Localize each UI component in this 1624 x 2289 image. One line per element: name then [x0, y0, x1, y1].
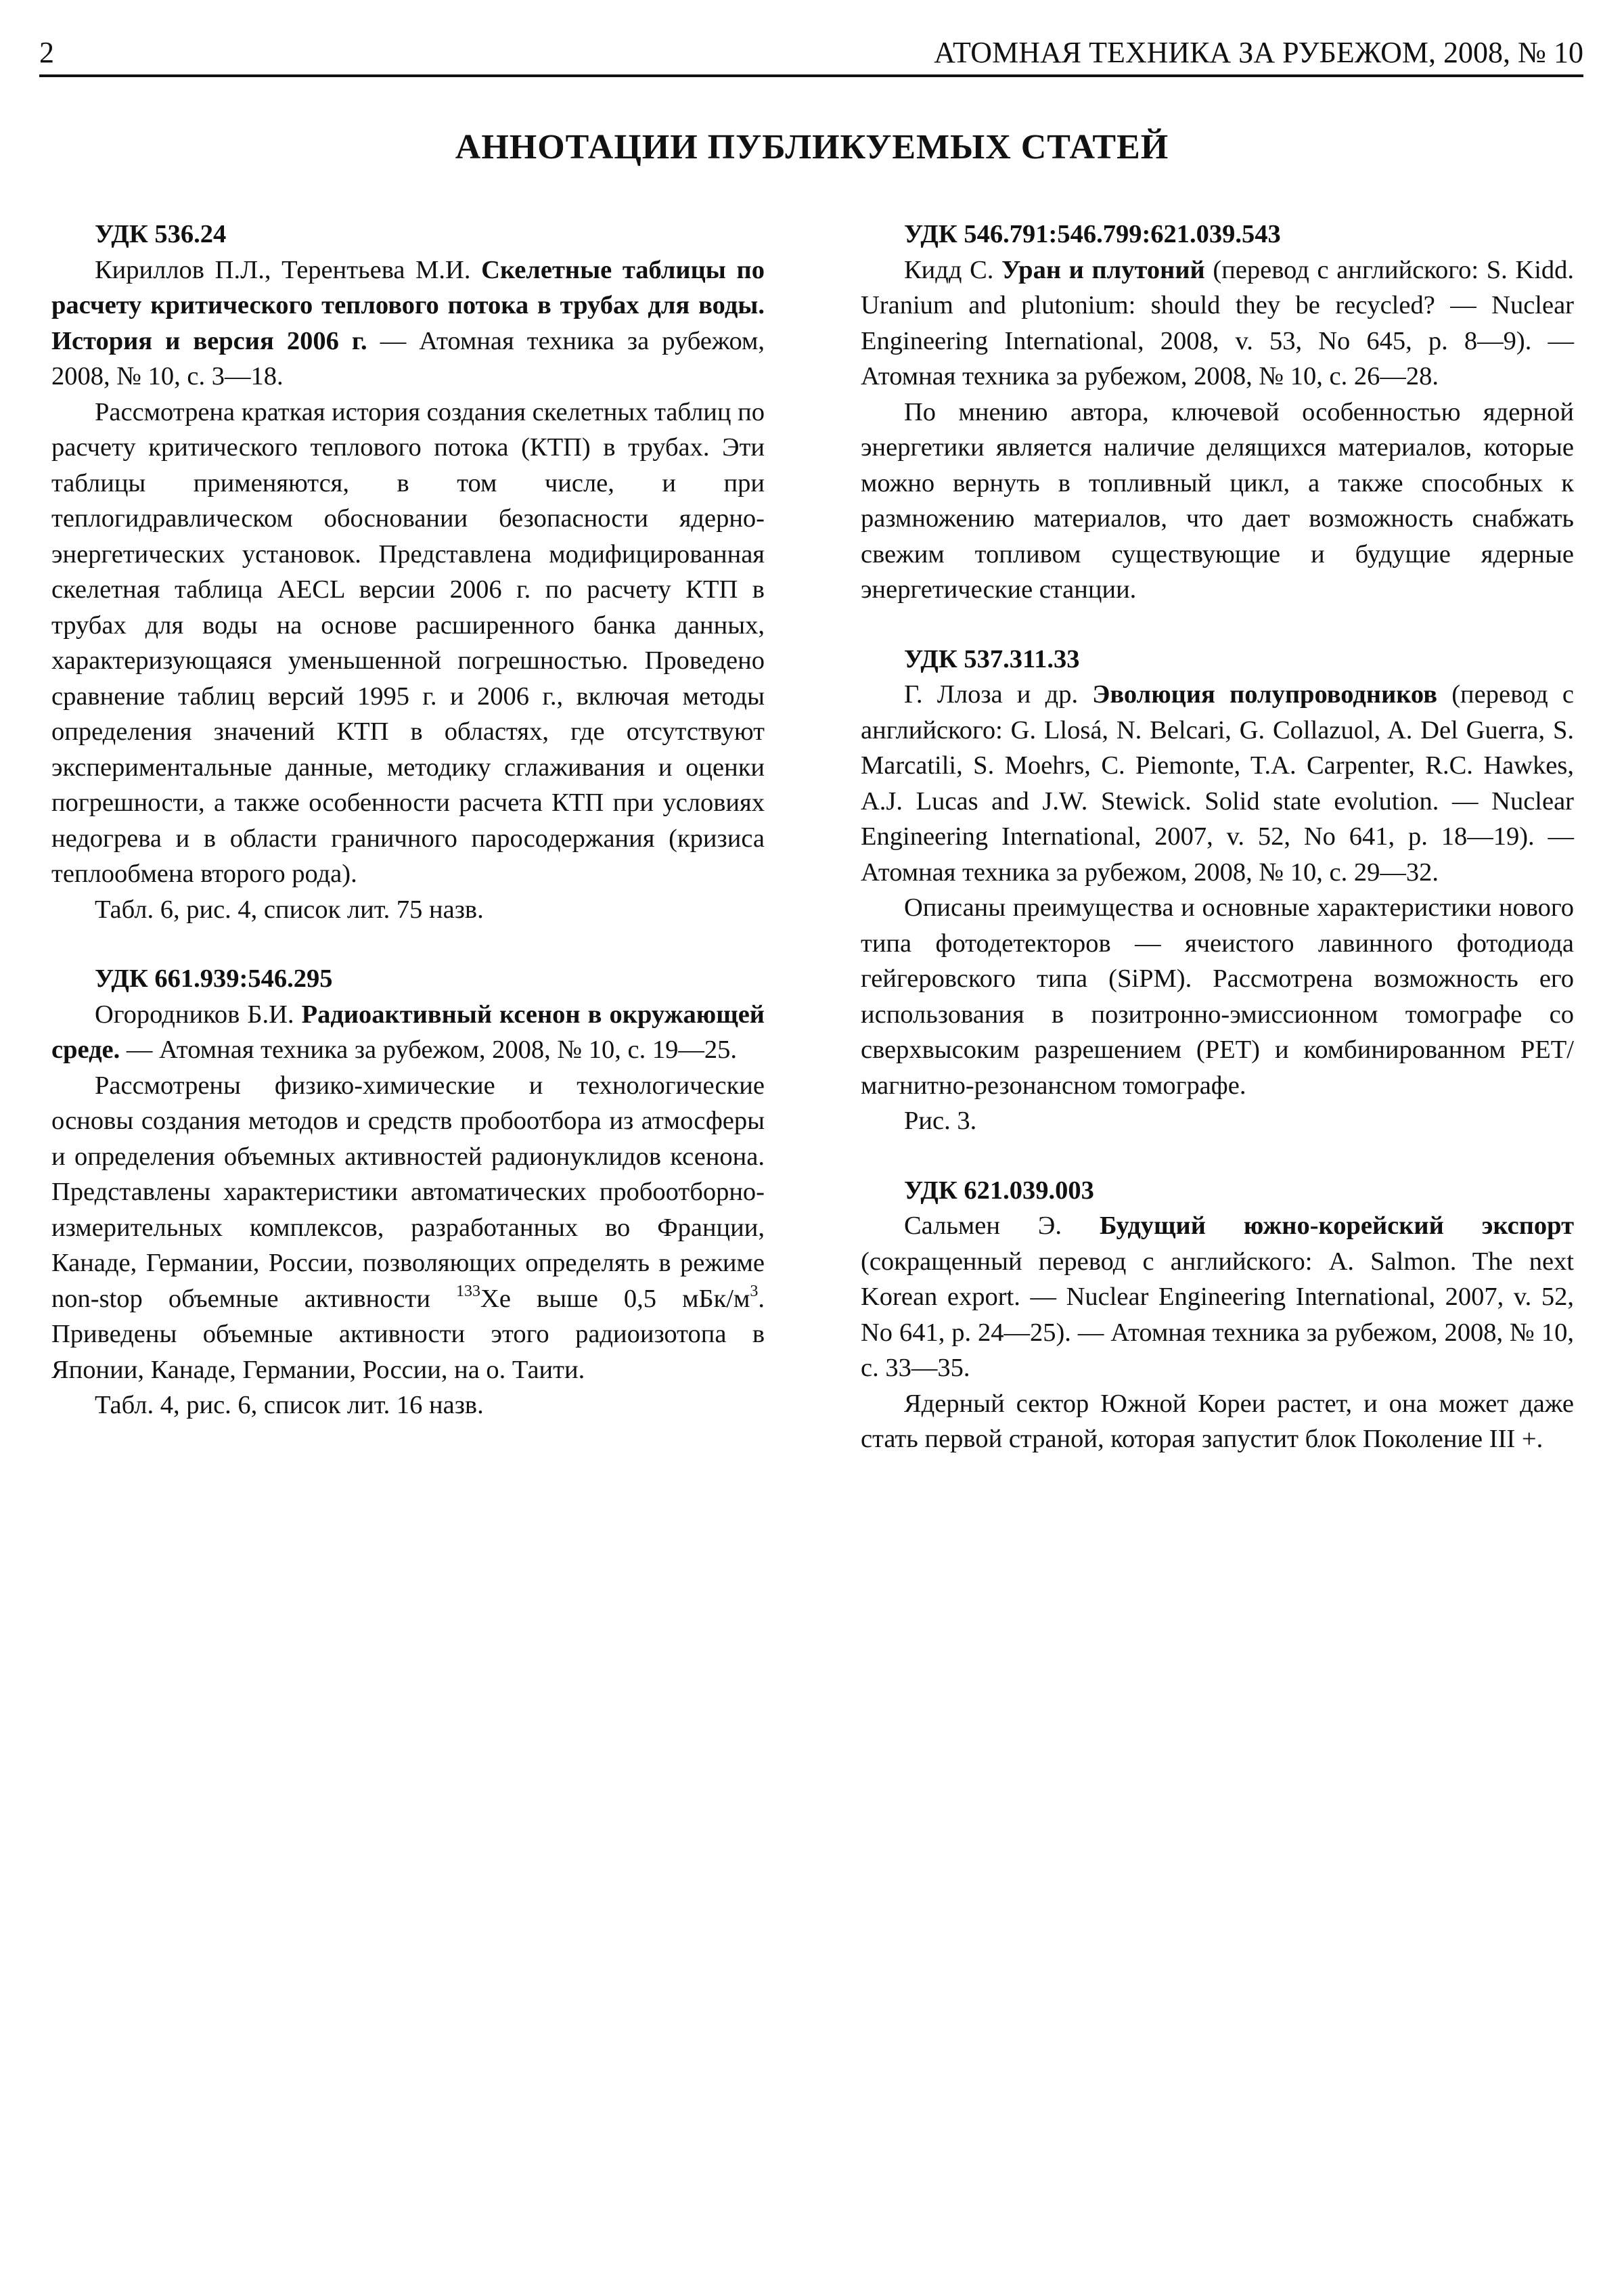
article-authors: Огородников Б.И.: [95, 1000, 294, 1029]
article-note: Табл. 6, рис. 4, список лит. 75 назв.: [95, 895, 484, 924]
running-header: [39, 28, 1583, 70]
isotope-mass-number: 133: [456, 1282, 481, 1300]
udc-code: УДК 546.791:546.799:621.039.543: [904, 220, 1281, 248]
article-abstract: [51, 1068, 765, 1388]
unit-exponent: 3: [750, 1282, 759, 1300]
article-citation: — Атомная техника за рубежом, 2008, № 10, с. 3—18.: [51, 326, 765, 391]
article-authors: Г. Ллоза и др.: [904, 680, 1079, 709]
article-entry: [51, 217, 765, 927]
article-authors: Кидд С.: [904, 255, 994, 284]
article-entry: [861, 1173, 1574, 1457]
left-column: [51, 217, 765, 1457]
article-reference: [861, 677, 1574, 890]
article-entry: [51, 961, 765, 1423]
article-note: Рис. 3.: [904, 1107, 977, 1135]
journal-title: АТОМНАЯ ТЕХНИКА ЗА РУБЕЖОМ, 2008, № 10: [934, 36, 1583, 69]
article-abstract: Ядерный сектор Южной Кореи растет, и она может даже стать первой страной, которая запустит блок Поколение III +.: [861, 1389, 1574, 1453]
article-entry: [861, 642, 1574, 1139]
article-title: Скелетные таблицы по расчету критического теплового потока в трубах для воды. История и версия 2006 г.: [51, 255, 765, 355]
article-reference: [861, 1208, 1574, 1386]
article-reference: [51, 252, 765, 395]
article-entry: [861, 217, 1574, 608]
page-title: АННОТАЦИИ ПУБЛИКУЕМЫХ СТАТЕЙ: [455, 128, 1169, 166]
article-authors: Кириллов П.Л., Терентьева М.И.: [95, 255, 471, 284]
article-note: Табл. 4, рис. 6, список лит. 16 назв.: [95, 1391, 484, 1419]
article-citation: (сокращенный перевод с английского: A. Salmon. The next Korean export. — Nuclear Engineering International, 2007, v. 52, No 641, p. 24—25). — Атомная техника за рубежом, 2008, № 10, с. 33—35.: [861, 1247, 1574, 1382]
header-rule: [39, 74, 1583, 77]
article-title: Радиоактивный ксенон в окружающей среде.: [51, 1000, 765, 1064]
article-reference: [51, 997, 765, 1068]
article-authors: Сальмен Э.: [904, 1212, 1062, 1240]
article-citation: — Атомная техника за рубежом, 2008, № 10, с. 19—25.: [126, 1036, 738, 1064]
udc-code: УДК 661.939:546.295: [95, 964, 333, 993]
page-number: 2: [39, 36, 54, 69]
abstract-text: . Приведены объемные активности этого радиоизотопа в Японии, Канаде, Германии, России, на о. Таити.: [51, 1284, 765, 1384]
abstract-text: Xe выше 0,5 мБк/м: [480, 1284, 750, 1313]
right-column: [861, 217, 1574, 1491]
article-title: Эволюция полупроводников: [1092, 680, 1438, 709]
udc-code: УДК 621.039.003: [904, 1176, 1094, 1205]
udc-code: УДК 536.24: [95, 220, 227, 248]
article-title: Будущий южно-корейский экспорт: [1100, 1212, 1574, 1240]
article-abstract: По мнению автора, ключевой особенностью ядерной энергетики является наличие делящихся материалов, которые можно вернуть в топливный цикл, а также способных к размножению материалов, что дает возможность снабжать свежим топливом существующие и будущие ядерные энергетические станции.: [861, 397, 1574, 604]
article-abstract: Рассмотрена краткая история создания скелетных таблиц по расчету критического теплового потока (КТП) в трубах. Эти таблицы применяются, в том числе, и при теплогидравлическом обосновании безопасности ядерно-энергетических установок. Представлена модифицированная скелетная таблица AECL версии 2006 г. по расчету КТП в трубах для воды на основе расширенного банка данных, характеризующаяся уменьшенной погрешностью. Проведено сравнение таблиц версий 1995 г. и 2006 г., включая методы определения значений КТП в областях, где отсутствуют экспериментальные данные, методику сглаживания и оценки погрешности, а также особенности расчета КТП при условиях недогрева и в области граничного паросодержания (кризиса теплообмена второго рода).: [51, 397, 765, 888]
article-title: Уран и плутоний: [1001, 255, 1205, 284]
article-citation: (перевод с английского: G. Llosá, N. Belcari, G. Collazuol, A. Del Guerra, S. Marcatili, S. Moehrs, C. Piemonte, T.A. Carpenter, R.C. Hawkes, A.J. Lucas and J.W. Stewick. Solid state evolution. — Nuclear Engineering International, 2007, v. 52, No 641, p. 18—19). — Атомная техника за рубежом, 2008, № 10, с. 29—32.: [861, 680, 1575, 887]
udc-code: УДК 537.311.33: [904, 644, 1080, 673]
abstract-text: Рассмотрены физико-химические и технологические основы создания методов и средств пробоотбора из атмосферы и определения объемных активностей радионуклидов ксенона. Представлены характеристики автоматических пробоотборно-измерительных комплексов, разработанных во Франции, Канаде, Германии, России, позволяющих определять в режиме non-stop объемные активности: [51, 1071, 765, 1313]
article-reference: [861, 252, 1574, 395]
article-abstract: Описаны преимущества и основные характеристики нового типа фотодетекторов — ячеистого лавинного фотодиода гейгеровского типа (SiPM). Рассмотрена возможность его использования в позитронно-эмиссионном томографе со сверхвысоким разрешением (PET) и комбинированном PET/магнитно-резонансном томографе.: [861, 893, 1574, 1100]
article-citation: (перевод с английского: S. Kidd. Uranium and plutonium: should they be recycled? — Nuclear Engineering International, 2008, v. 53, No 645, p. 8—9). — Атомная техника за рубежом, 2008, № 10, с. 26—28.: [861, 255, 1575, 391]
